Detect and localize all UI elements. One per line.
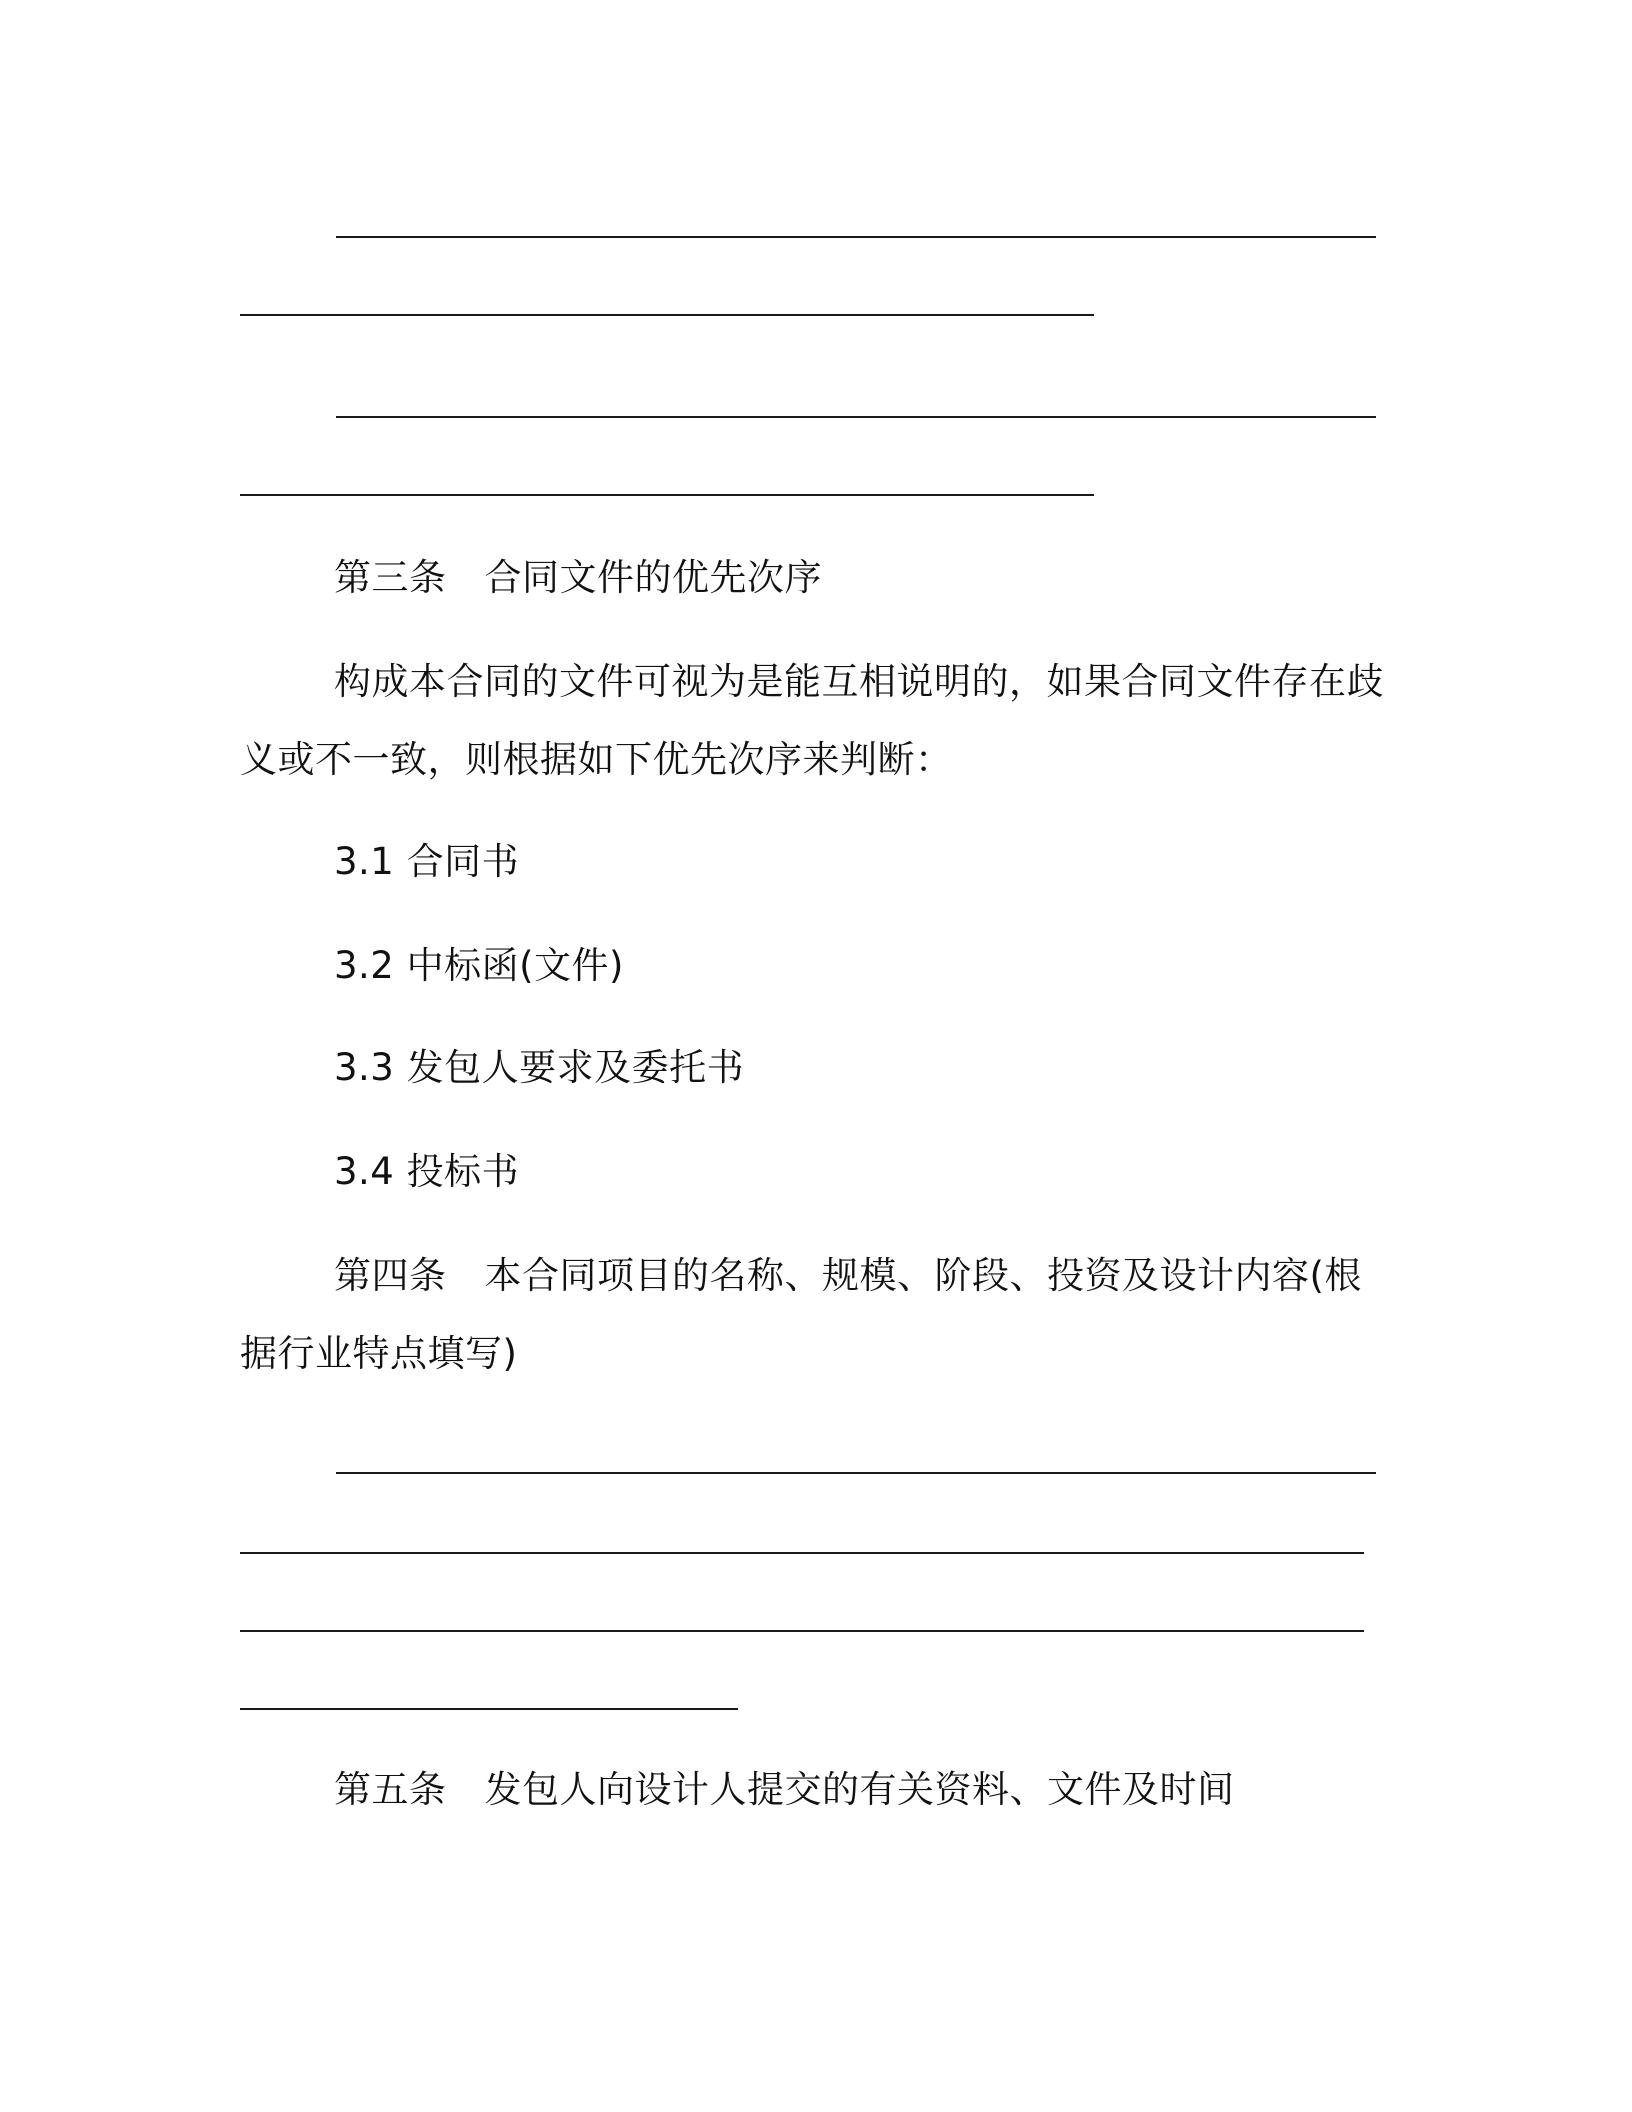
list-item: 3.4 投标书 (334, 1150, 520, 1193)
article-3-paragraph-line-1: 构成本合同的文件可视为是能互相说明的，如果合同文件存在歧 (334, 660, 1384, 703)
article-4-title-line-2: 据行业特点填写) (240, 1332, 518, 1375)
article-3-number: 第三条 (334, 556, 447, 599)
article-5-title: 发包人向设计人提交的有关资料、文件及时间 (484, 1768, 1235, 1811)
article-4-number: 第四条 (334, 1254, 447, 1297)
list-item: 3.1 合同书 (334, 840, 520, 883)
article-4-heading (334, 1252, 1362, 1300)
list-item: 3.2 中标函(文件) (334, 944, 624, 987)
article-5-heading (334, 1766, 1235, 1814)
blank-line (336, 416, 1376, 418)
article-5-number: 第五条 (334, 1768, 447, 1811)
article-3-paragraph-line-2: 义或不一致，则根据如下优先次序来判断： (240, 738, 953, 781)
blank-line (336, 1472, 1376, 1474)
article-3-heading (334, 554, 822, 602)
blank-line (240, 1708, 738, 1710)
blank-line (240, 1552, 1364, 1554)
article-3-title: 合同文件的优先次序 (484, 556, 822, 599)
blank-line (240, 1630, 1364, 1632)
blank-line (336, 236, 1376, 238)
blank-line (240, 494, 1094, 496)
article-4-title-line-1: 本合同项目的名称、规模、阶段、投资及设计内容(根 (484, 1254, 1362, 1297)
blank-line (240, 314, 1094, 316)
list-item: 3.3 发包人要求及委托书 (334, 1046, 745, 1089)
